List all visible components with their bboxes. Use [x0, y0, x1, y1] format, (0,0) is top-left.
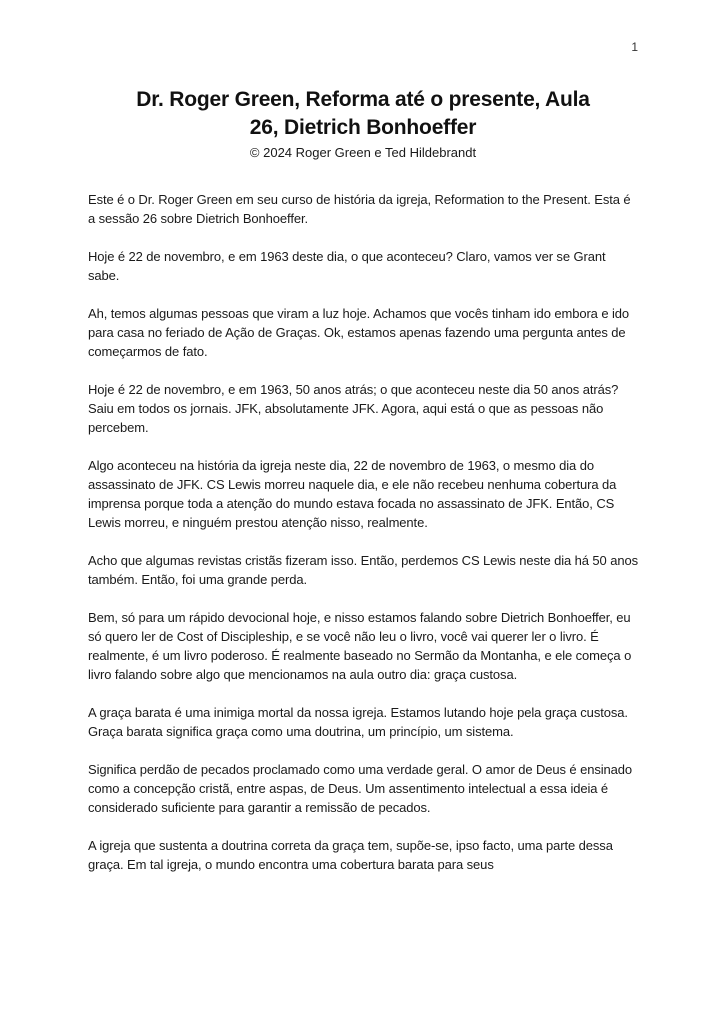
document-title [88, 86, 638, 142]
document-content [88, 86, 638, 874]
page-number: 1 [631, 40, 638, 54]
paragraph-10: A igreja que sustenta a doutrina correta da graça tem, supõe-se, ipso facto, uma parte dessa graça. Em tal igreja, o mundo encontra uma cobertura barata para seus [88, 838, 613, 872]
paragraph-1: Este é o Dr. Roger Green em seu curso de história da igreja, Reformation to the Present. Esta é a sessão 26 sobre Dietrich Bonhoeffer. [88, 192, 631, 226]
copyright-line: © 2024 Roger Green e Ted Hildebrandt [249, 145, 477, 160]
paragraph-2: Hoje é 22 de novembro, e em 1963 deste dia, o que aconteceu? Claro, vamos ver se Grant sabe. [88, 249, 606, 283]
title-line-1: Dr. Roger Green, Reforma até o presente, Aula [136, 88, 590, 111]
title-line-2: 26, Dietrich Bonhoeffer [249, 116, 477, 139]
paragraph-5: Algo aconteceu na história da igreja neste dia, 22 de novembro de 1963, o mesmo dia do assassinato de JFK. CS Lewis morreu naquele dia, e ele não recebeu nenhuma cobertura da imprensa porque toda a atenção do mundo estava focada no assassinato de JFK. Então, CS Lewis morreu, e ninguém prestou atenção nisso, realmente. [88, 458, 617, 530]
paragraph-6: Acho que algumas revistas cristãs fizeram isso. Então, perdemos CS Lewis neste dia há 50 anos também. Então, foi uma grande perda. [88, 553, 638, 587]
paragraph-4: Hoje é 22 de novembro, e em 1963, 50 anos atrás; o que aconteceu neste dia 50 anos atrás? Saiu em todos os jornais. JFK, absolutamente JFK. Agora, aqui está o que as pessoas não percebem. [88, 382, 619, 435]
paragraph-3: Ah, temos algumas pessoas que viram a luz hoje. Achamos que vocês tinham ido embora e ido para casa no feriado de Ação de Graças. Ok, estamos apenas fazendo uma pergunta antes de começarmos de fato. [88, 306, 630, 359]
paragraph-9: Significa perdão de pecados proclamado como uma verdade geral. O amor de Deus é ensinado como a concepção cristã, entre aspas, de Deus. Um assentimento intelectual a essa ideia é considerado suficiente para garantir a remissão de pecados. [88, 762, 633, 815]
paragraph-7: Bem, só para um rápido devocional hoje, e nisso estamos falando sobre Dietrich Bonhoeffer, eu só quero ler de Cost of Discipleship, e se você não leu o livro, você vai querer ler o livro. É realmente, é um livro poderoso. É realmente baseado no Sermão da Montanha, e ele começa o livro falando sobre algo que mencionamos na aula outro dia: graça custosa. [88, 610, 632, 682]
document-body [88, 190, 638, 874]
paragraph-8: A graça barata é uma inimiga mortal da nossa igreja. Estamos lutando hoje pela graça custosa. Graça barata significa graça como uma doutrina, um princípio, um sistema. [88, 705, 628, 739]
